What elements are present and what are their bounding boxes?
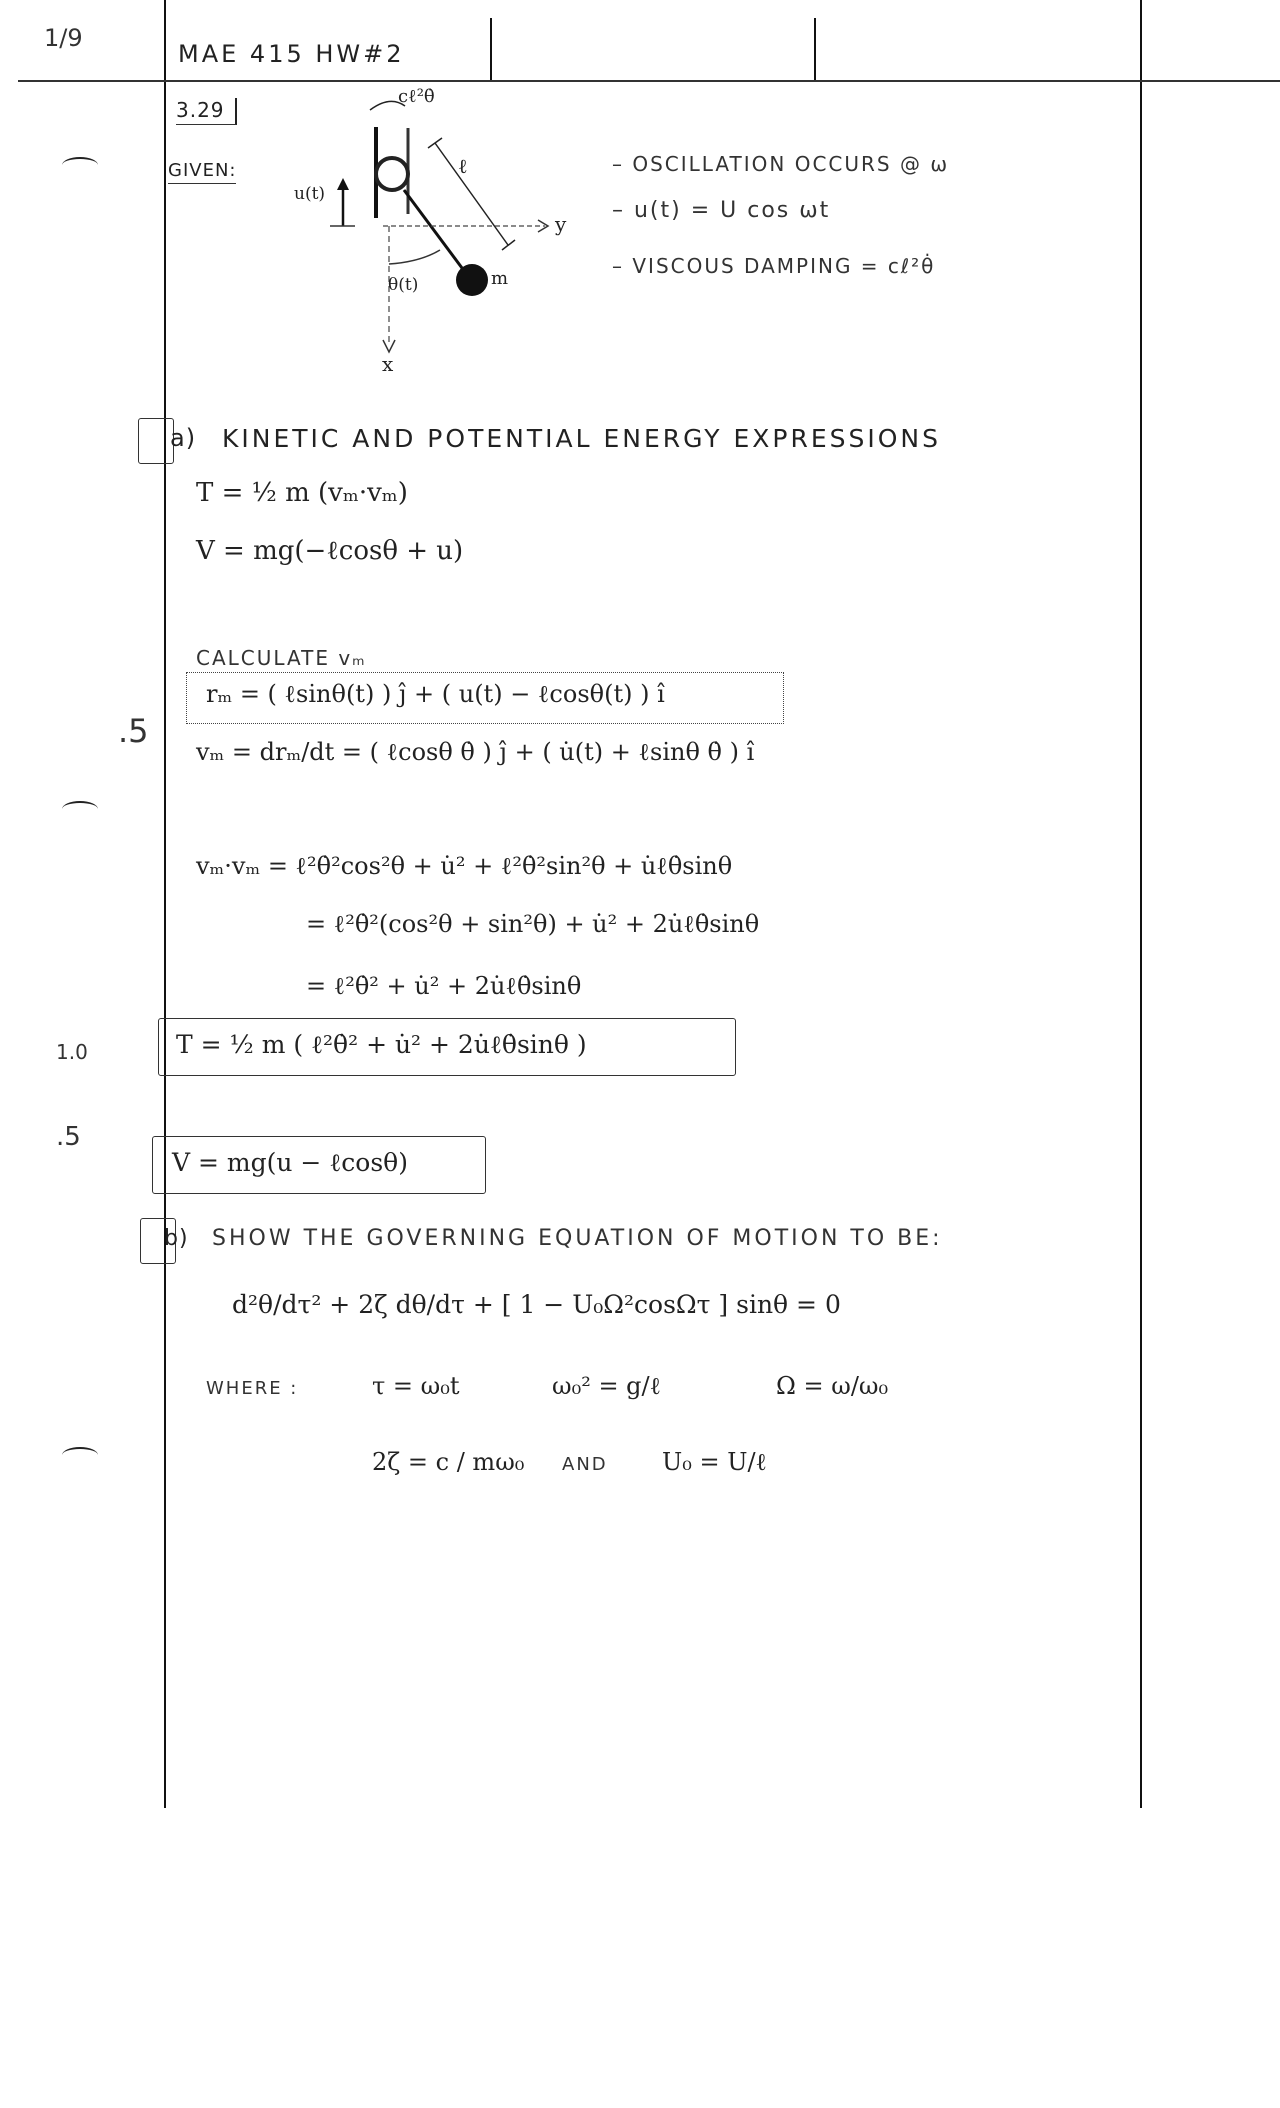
- given-item: – VISCOUS DAMPING = cℓ²θ̇: [612, 254, 936, 278]
- problem-number: 3.29: [176, 98, 237, 125]
- given-label: GIVEN:: [168, 160, 236, 184]
- x-axis-label: x: [382, 352, 394, 376]
- damping-torque-label: cℓ²θ̇: [398, 86, 435, 107]
- score-kinetic: 1.0: [56, 1040, 88, 1064]
- velocity-dot-product-line2: = ℓ²θ̇²(cos²θ + sin²θ) + u̇² + 2u̇ℓθ̇sinθ: [306, 910, 760, 938]
- definition-zeta: 2ζ = c / mω₀: [372, 1448, 525, 1476]
- equation-of-motion: d²θ/dτ² + 2ζ dθ/dτ + [ 1 − U₀Ω²cosΩτ ] sinθ = 0: [232, 1290, 841, 1319]
- definition-tau: τ = ω₀t: [372, 1372, 460, 1400]
- potential-energy-result: V = mg(u − ℓcosθ): [172, 1148, 408, 1177]
- definition-omega0: ω₀² = g/ℓ: [552, 1372, 662, 1400]
- angle-label: θ(t): [388, 275, 419, 295]
- margin-hole-mark: [62, 801, 98, 817]
- kinetic-energy-result: T = ½ m ( ℓ²θ̇² + u̇² + 2u̇ℓθ̇sinθ ): [176, 1030, 587, 1059]
- part-b-heading: SHOW THE GOVERNING EQUATION OF MOTION TO BE:: [212, 1226, 943, 1251]
- score-potential: .5: [56, 1122, 81, 1152]
- where-label: WHERE :: [206, 1378, 299, 1399]
- page-number: 1/9: [44, 24, 83, 52]
- position-vector: rₘ = ( ℓsinθ(t) ) ĵ + ( u(t) − ℓcosθ(t) ) î: [206, 680, 665, 708]
- y-axis-label: y: [555, 212, 567, 236]
- kinetic-energy-definition: T = ½ m (vₘ·vₘ): [196, 478, 408, 508]
- part-a-label: a): [170, 424, 197, 452]
- part-a-heading: KINETIC AND POTENTIAL ENERGY EXPRESSIONS: [222, 424, 941, 453]
- header-title: MAE 415 HW#2: [178, 40, 405, 68]
- and-label: AND: [562, 1454, 608, 1475]
- score-rm: .5: [118, 712, 149, 750]
- part-a-label-box: [138, 418, 174, 464]
- given-item: – OSCILLATION OCCURS @ ω: [612, 152, 950, 176]
- velocity-vector: vₘ = drₘ/dt = ( ℓcosθ θ̇ ) ĵ + ( u̇(t) + ℓsinθ θ̇ ) î: [196, 738, 755, 766]
- part-b-label: b): [164, 1226, 189, 1251]
- length-label: ℓ: [458, 154, 468, 178]
- velocity-dot-product-line3: = ℓ²θ̇² + u̇² + 2u̇ℓθ̇sinθ: [306, 972, 582, 1000]
- given-item: – u(t) = U cos ωt: [612, 198, 831, 223]
- displacement-label: u(t): [294, 184, 326, 204]
- mass-label: m: [491, 268, 509, 289]
- calculate-vm-label: CALCULATE vₘ: [196, 646, 367, 670]
- velocity-dot-product-line1: vₘ·vₘ = ℓ²θ̇²cos²θ + u̇² + ℓ²θ̇²sin²θ + u̇ℓθ̇sinθ: [196, 852, 733, 880]
- definition-U0: U₀ = U/ℓ: [662, 1448, 768, 1476]
- potential-energy-definition: V = mg(−ℓcosθ + u): [196, 536, 464, 566]
- margin-hole-mark: [62, 1447, 98, 1463]
- definition-Omega: Ω = ω/ω₀: [776, 1372, 889, 1400]
